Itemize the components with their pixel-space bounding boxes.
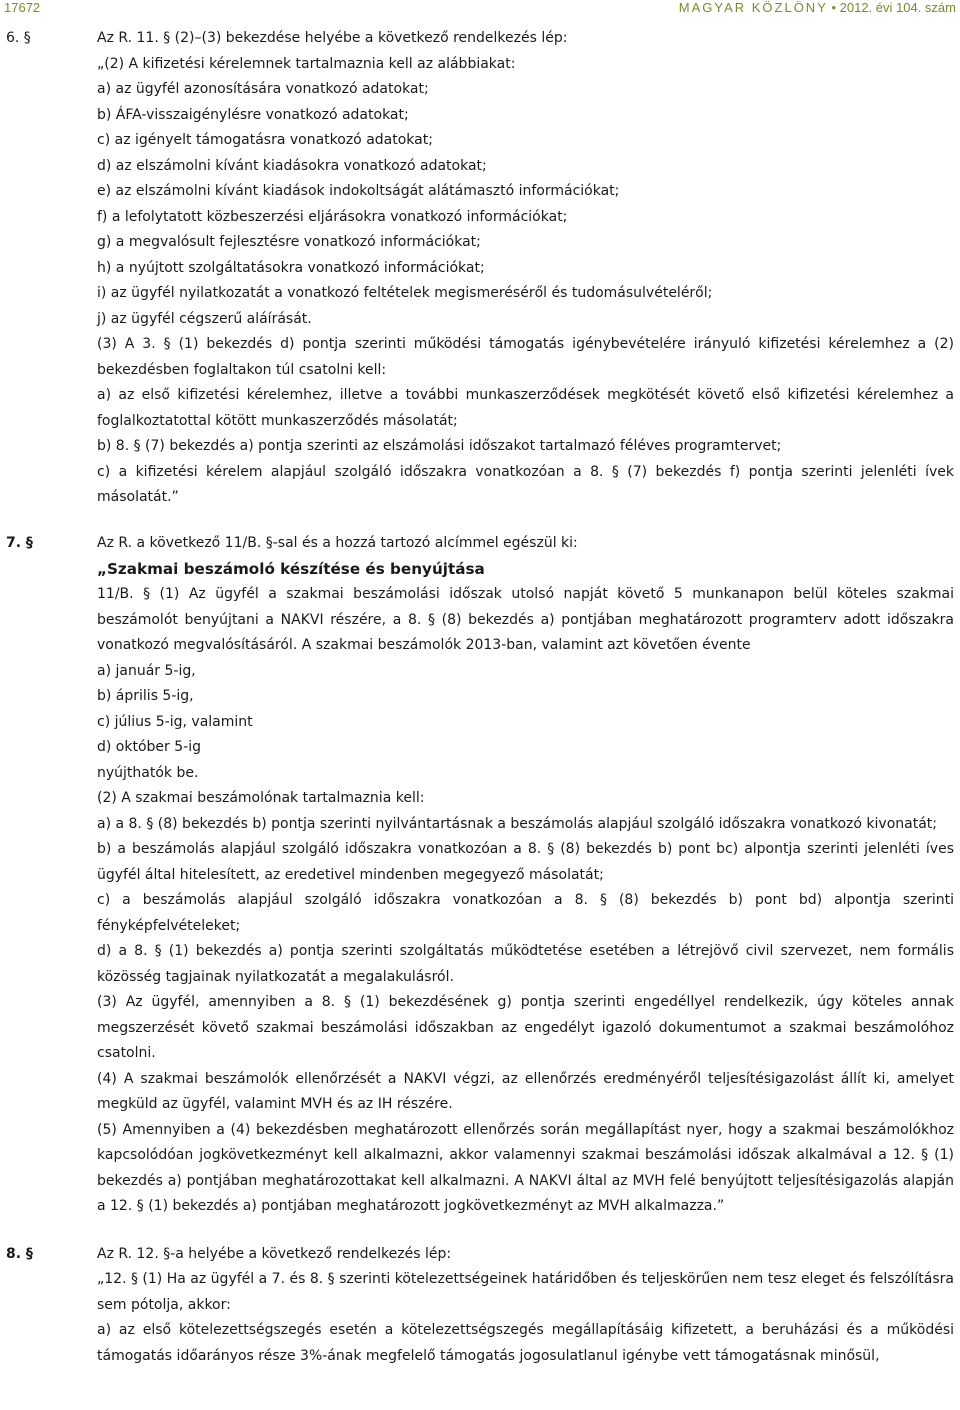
section-number: 6. § <box>6 30 31 46</box>
section-8 <box>0 1242 960 1370</box>
section-6 <box>0 26 960 511</box>
section-7 <box>0 531 960 1220</box>
list-item: c) a kifizetési kérelem alapjául szolgáló időszakra vonatkozóan a 8. § (7) bekezdés f) pontja szerinti jelenléti ívek másolatát.” <box>97 463 954 505</box>
subsection-heading: „Szakmai beszámoló készítése és benyújtása <box>97 560 485 578</box>
paragraph: Az R. a következő 11/B. §-sal és a hozzá tartozó alcímmel egészül ki: <box>97 534 578 551</box>
journal-name: MAGYAR KÖZLÖNY <box>678 0 828 15</box>
list-item: e) az elszámolni kívánt kiadások indokoltságát alátámasztó információkat; <box>97 183 620 199</box>
list-item: h) a nyújtott szolgáltatásokra vonatkozó információkat; <box>97 259 485 276</box>
paragraph: (2) A szakmai beszámolónak tartalmaznia kell: <box>97 790 425 806</box>
list-item: c) az igényelt támogatásra vonatkozó adatokat; <box>97 132 433 148</box>
list-item: a) január 5-ig, <box>97 662 196 679</box>
section-content <box>97 531 954 1220</box>
list-item: f) a lefolytatott közbeszerzési eljárásokra vonatkozó információkat; <box>97 208 568 225</box>
list-item: a) a 8. § (8) bekezdés b) pontja szerinti nyilvántartásnak a beszámolás alapjául szolgáló időszakra vonatkozó kivonatát; <box>97 815 937 832</box>
list-item: a) az első kötelezettségszegés esetén a kötelezettségszegés megállapításáig kifizetett, a beruházási és a működési támogatás időarányos része 3%-ának megfelelő támogatás jogosulatlanul igénybe vett támogatásnak minősül, <box>97 1322 954 1364</box>
list-item: g) a megvalósult fejlesztésre vonatkozó információkat; <box>97 234 481 250</box>
page-header <box>0 0 960 20</box>
list-item: c) a beszámolás alapjául szolgáló időszakra vonatkozóan a 8. § (8) bekezdés b) pont bd) alpontja szerinti fényképfelvételeket; <box>97 892 954 934</box>
list-item: d) a 8. § (1) bekezdés a) pontja szerinti szolgáltatás működtetése esetében a létrejövő civil szervezet, nem formális közösség tagjainak nyilatkozatát a megalakulásról. <box>97 943 954 985</box>
section-content <box>97 26 954 511</box>
list-item: d) az elszámolni kívánt kiadásokra vonatkozó adatokat; <box>97 157 487 174</box>
section-number: 7. § <box>6 534 33 551</box>
list-item: b) 8. § (7) bekezdés a) pontja szerinti az elszámolási időszakot tartalmazó féléves programtervet; <box>97 438 782 454</box>
list-item: a) az ügyfél azonosítására vonatkozó adatokat; <box>97 81 429 97</box>
list-item: a) az első kifizetési kérelemhez, illetve a további munkaszerződések megkötését követő első kifizetési kérelemhez a foglalkoztatottal kötött munkaszerződés másolatát; <box>97 387 954 429</box>
page-number: 17672 <box>4 0 41 15</box>
paragraph: „12. § (1) Ha az ügyfél a 7. és 8. § szerinti kötelezettségeinek határidőben és teljeskörűen nem tesz eleget és felszólításra sem pótolja, akkor: <box>97 1271 954 1313</box>
paragraph: (5) Amennyiben a (4) bekezdésben meghatározott ellenőrzés során megállapítást nyer, hogy a szakmai beszámolókhoz kapcsolódóan jogkövetkezményt kell alkalmazni, akkor valamennyi szakmai beszámolási időszak alkalmával a 12. § (1) bekezdés a) pontjában meghatározottakat kell alkalmazni. A NAKVI által az MVH felé benyújtott teljesítésigazolás alapján a 12. § (1) bekezdés a) pontjában meghatározott jogkövetkezményt az MVH alkalmazza.” <box>97 1121 954 1214</box>
paragraph: Az R. 12. §-a helyébe a következő rendelkezés lép: <box>97 1245 452 1262</box>
list-item: b) a beszámolás alapjául szolgáló időszakra vonatkozóan a 8. § (8) bekezdés b) pont bc) alpontja szerinti jelenléti íves ügyfél által hitelesített, az eredetivel mindenben megegyező másolatát; <box>97 841 954 883</box>
list-item: b) április 5-ig, <box>97 688 194 704</box>
paragraph: 11/B. § (1) Az ügyfél a szakmai beszámolási időszak utolsó napját követő 5 munkanapon belül köteles szakmai beszámolót benyújtani a NAKVI részére, a 8. § (8) bekezdés a) pontjában meghatározott programterv adott időszakra vonatkozó megvalósításáról. A szakmai beszámolók 2013-ban, valamint azt követően évente <box>97 586 954 653</box>
list-item: d) október 5-ig <box>97 739 201 755</box>
section-number: 8. § <box>6 1245 33 1262</box>
paragraph: „(2) A kifizetési kérelemnek tartalmaznia kell az alábbiakat: <box>97 55 516 72</box>
list-item: c) július 5-ig, valamint <box>97 713 253 730</box>
paragraph: (3) A 3. § (1) bekezdés d) pontja szerinti működési támogatás igénybevételére irányuló kifizetési kérelemhez a (2) bekezdésben foglaltakon túl csatolni kell: <box>97 336 954 378</box>
paragraph: Az R. 11. § (2)–(3) bekezdése helyébe a következő rendelkezés lép: <box>97 30 568 46</box>
document-body <box>0 26 960 1369</box>
journal-title <box>679 0 956 15</box>
list-item: b) ÁFA-visszaigénylésre vonatkozó adatokat; <box>97 106 409 123</box>
paragraph: (3) Az ügyfél, amennyiben a 8. § (1) bekezdésének g) pontja szerinti engedéllyel rendelkezik, úgy köteles annak megszerzését követő szakmai beszámolási időszakban az engedélyt igazoló dokumentumot a szakmai beszámolóhoz csatolni. <box>97 994 954 1061</box>
paragraph: nyújthatók be. <box>97 764 199 781</box>
section-content <box>97 1242 954 1370</box>
list-item: j) az ügyfél cégszerű aláírását. <box>97 310 312 327</box>
paragraph: (4) A szakmai beszámolók ellenőrzését a NAKVI végzi, az ellenőrzés eredményéről teljesítésigazolást állít ki, amelyet megküld az ügyfél, valamint MVH és az IH részére. <box>97 1070 954 1112</box>
journal-issue: • 2012. évi 104. szám <box>827 0 956 15</box>
list-item: i) az ügyfél nyilatkozatát a vonatkozó feltételek megismeréséről és tudomásulvételéről; <box>97 285 713 301</box>
